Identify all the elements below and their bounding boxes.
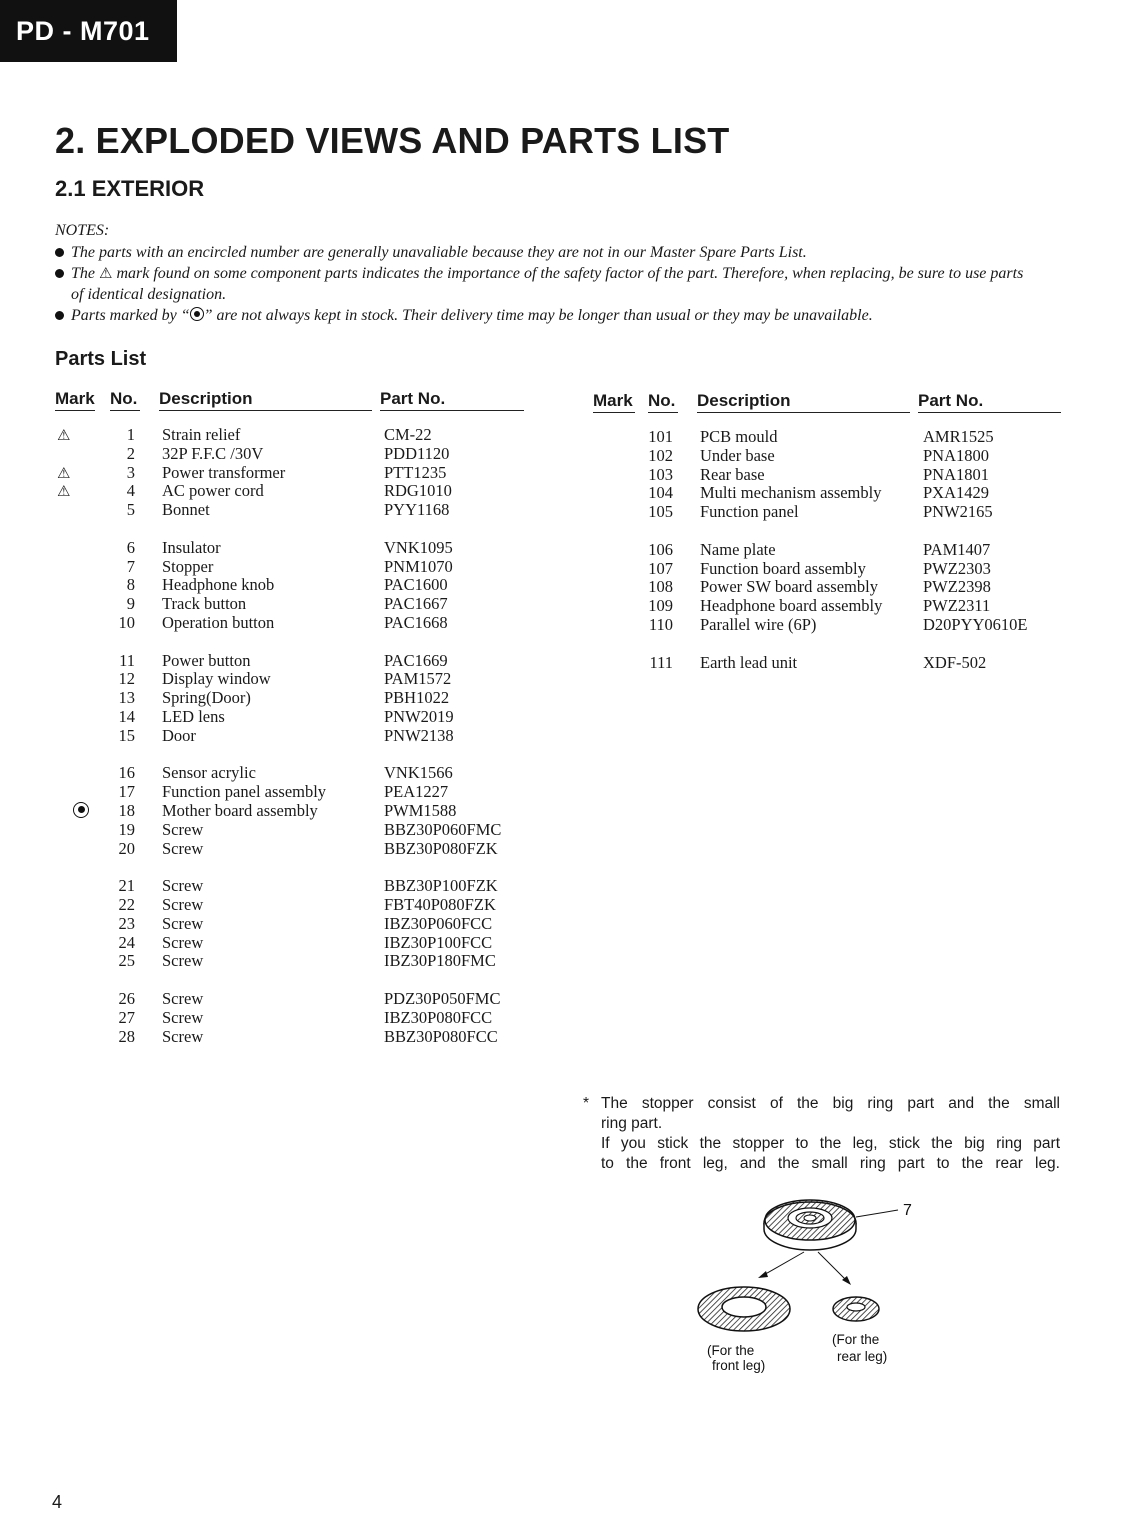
table-row [55,708,525,727]
notes [55,220,1035,326]
part-number-index: 9 [126,594,135,614]
part-description: Power transformer [162,462,286,482]
part-code: RDG1010 [384,481,452,501]
part-description: 32P F.F.C /30V [162,443,264,463]
part-code: PAC1600 [384,575,448,595]
table-row [55,614,525,633]
table-row [55,802,525,821]
part-code: PNW2138 [384,725,454,745]
page-number: 4 [52,1492,63,1512]
table-row [55,1009,525,1028]
part-code: PXA1429 [923,483,990,503]
part-number-index: 106 [648,539,673,559]
table-row [55,877,525,896]
part-description: Strain relief [162,425,241,444]
table-row [55,539,525,558]
part-number-index: 8 [126,575,135,595]
part-description: Rear base [700,464,765,484]
part-code: BBZ30P080FCC [384,1026,498,1046]
arrow-line [762,1252,804,1276]
table-row [55,821,525,840]
table-row [55,952,525,971]
part-number-index: 12 [118,669,135,689]
part-code: PAC1668 [384,612,448,632]
part-number-index: 25 [118,951,135,971]
table-row [593,541,1063,560]
part-description: LED lens [162,706,225,726]
table-header [55,389,525,413]
part-code: BBZ30P100FZK [384,876,498,896]
part-description: Under base [700,445,775,465]
part-description: Function board assembly [700,558,866,578]
part-number-index: 17 [118,782,135,802]
column-header-description: Description [159,389,372,411]
arrow-line [818,1252,848,1282]
part-code: PAC1667 [384,594,448,614]
note-item [55,242,1035,263]
table-body [593,428,1063,672]
table-row [593,484,1063,503]
part-number-index: 11 [119,650,135,670]
part-number-index: 104 [648,483,673,503]
part-number-index: 6 [126,537,135,557]
part-description: Power SW board assembly [700,577,878,597]
part-description: Screw [162,1026,204,1046]
part-number-index: 111 [649,652,673,672]
part-code: XDF-502 [923,652,987,672]
footnote-line: The stopper consist of the big ring part and the small [601,1095,1060,1112]
part-number-index: 23 [118,913,135,933]
notes-heading: NOTES: [55,222,110,239]
part-description: Screw [162,913,204,933]
column-header-no: No. [110,389,140,411]
note-text: mark found on some component parts indicates the importance of the safety factor of the part. Therefore, when replacing, be sure to use parts of identical designation. [71,265,1024,303]
group-gap [593,522,1063,541]
part-number-index: 27 [118,1007,135,1027]
parts-table-left [55,389,525,1046]
stopper-ring-icon [764,1200,856,1250]
group-gap [55,858,525,877]
part-code: CM-22 [384,425,432,444]
part-code: PAC1669 [384,650,448,670]
note-text: The parts with an encircled number are generally unavaliable because they are not in our Master Spare Parts List. [71,244,807,261]
part-description: Display window [162,669,271,689]
table-row [55,464,525,483]
table-header [593,391,1063,415]
part-code: IBZ30P180FMC [384,951,496,971]
part-number-index: 5 [126,500,135,520]
part-number-index: 22 [118,894,135,914]
column-header-mark: Mark [593,391,635,413]
table-row [55,426,525,445]
column-header-mark: Mark [55,389,95,411]
part-number-index: 7 [126,556,135,576]
part-description: Stopper [162,556,214,576]
bullet-icon [55,269,64,278]
bullet-icon [55,311,64,320]
table-row [55,482,525,501]
rear-leg-label: rear leg) [837,1349,888,1364]
part-code: PWZ2311 [923,596,991,616]
part-code: IBZ30P060FCC [384,913,493,933]
part-description: AC power cord [162,481,264,501]
table-row [55,652,525,671]
part-description: Sensor acrylic [162,763,256,783]
part-code: PDD1120 [384,443,450,463]
group-gap [55,520,525,539]
model-tag: PD - M701 [0,0,177,62]
note-item [55,305,1035,326]
part-description: Screw [162,1007,204,1027]
part-number-index: 20 [118,838,135,858]
part-code: PYY1168 [384,500,450,520]
bullet-icon [55,248,64,257]
stopper-footnote [583,1094,1060,1174]
table-row [593,578,1063,597]
encircled-dot-icon [55,802,89,821]
warning-icon: ⚠ [99,264,113,282]
part-number-index: 13 [118,688,135,708]
part-number-index: 21 [118,876,135,896]
part-number-index: 110 [648,614,673,634]
part-number-index: 105 [648,502,673,522]
part-code: IBZ30P100FCC [384,932,493,952]
part-code: PWZ2303 [923,558,991,578]
column-header-part-no: Part No. [918,391,1061,413]
table-row [55,840,525,859]
part-number-index: 10 [118,612,135,632]
column-header-no: No. [648,391,678,413]
part-number-index: 101 [648,427,673,446]
note-text: ” are not always kept in stock. Their delivery time may be longer than usual or they may be unavailable. [203,307,873,324]
front-leg-label: (For the [707,1343,755,1358]
part-code: PWZ2398 [923,577,991,597]
part-description: Function panel assembly [162,782,327,802]
part-code: PAM1572 [384,669,452,689]
note-item [55,263,1035,305]
table-row [55,558,525,577]
part-code: AMR1525 [923,427,994,446]
part-description: Headphone board assembly [700,596,883,616]
table-row [55,576,525,595]
table-row [55,501,525,520]
table-row [55,934,525,953]
asterisk: * [583,1095,590,1112]
part-code: BBZ30P080FZK [384,838,498,858]
table-row [593,616,1063,635]
note-text: Parts marked by “ [71,307,190,324]
part-number-index: 16 [118,763,135,783]
footnote-line: to the front leg, and the small ring part to the rear leg. [601,1155,1060,1172]
part-code: BBZ30P060FMC [384,819,502,839]
warning-icon: ⚠ [57,482,71,501]
encircled-dot-icon [190,307,204,321]
table-row [593,560,1063,579]
part-number-index: 26 [118,988,135,1008]
part-code: D20PYY0610E [923,614,1028,634]
part-description: Track button [162,594,247,614]
part-description: Insulator [162,537,221,557]
part-description: Mother board assembly [162,800,318,820]
part-code: FBT40P080FZK [384,894,496,914]
part-code: PNW2165 [923,502,993,522]
part-code: VNK1095 [384,537,453,557]
column-header-part-no: Part No. [380,389,524,411]
part-code: PTT1235 [384,462,447,482]
part-code: PAM1407 [923,539,991,559]
part-code: PNM1070 [384,556,453,576]
part-code: PEA1227 [384,782,449,802]
table-row [55,896,525,915]
note-text: The [71,265,95,282]
encircled-dot-icon [73,802,89,818]
part-code: PNW2019 [384,706,454,726]
parts-table-right [593,391,1063,672]
rear-leg-label: (For the [832,1332,880,1347]
part-description: Door [162,725,196,745]
table-body [55,426,525,1046]
page-title: 2. EXPLODED VIEWS AND PARTS LIST [55,120,730,161]
part-description: PCB mould [700,427,778,446]
warning-icon: ⚠ [57,463,71,482]
part-description: Multi mechanism assembly [700,483,882,503]
part-number-index: 108 [648,577,673,597]
part-code: IBZ30P080FCC [384,1007,493,1027]
part-number-index: 24 [118,932,135,952]
table-row [55,915,525,934]
part-number-index: 4 [126,481,135,501]
big-ring-icon [698,1287,790,1331]
part-description: Screw [162,932,204,952]
part-description: Headphone knob [162,575,275,595]
part-description: Screw [162,951,204,971]
table-row [55,990,525,1009]
table-row [593,466,1063,485]
parts-list-heading: Parts List [55,348,147,370]
part-number-index: 109 [648,596,673,616]
table-row [55,595,525,614]
part-number-index: 19 [118,819,135,839]
table-row [55,1028,525,1047]
footnote-line: ring part. [601,1115,663,1132]
callout-number: 7 [903,1202,912,1219]
column-header-description: Description [697,391,910,413]
group-gap [55,971,525,990]
table-row [593,597,1063,616]
part-code: PNA1801 [923,464,990,484]
table-row [55,727,525,746]
part-number-index: 107 [648,558,673,578]
part-number-index: 18 [118,800,135,820]
table-row [55,670,525,689]
part-description: Earth lead unit [700,652,798,672]
table-row [55,445,525,464]
small-ring-icon [833,1297,879,1321]
warning-icon: ⚠ [57,426,71,444]
part-number-index: 3 [126,462,135,482]
part-description: Power button [162,650,251,670]
part-code: VNK1566 [384,763,453,783]
part-code: PBH1022 [384,688,450,708]
part-number-index: 2 [126,443,135,463]
group-gap [55,746,525,765]
part-description: Operation button [162,612,275,632]
part-description: Screw [162,819,204,839]
section-subtitle: 2.1 EXTERIOR [55,176,205,201]
table-row [593,447,1063,466]
group-gap [593,635,1063,654]
part-number-index: 102 [648,445,673,465]
part-code: PNA1800 [923,445,990,465]
part-number-index: 103 [648,464,673,484]
part-number-index: 14 [118,706,135,726]
part-number-index: 1 [126,425,135,444]
part-description: Screw [162,838,204,858]
table-row [593,654,1063,673]
part-description: Screw [162,988,204,1008]
stopper-diagram [680,1185,940,1385]
part-description: Screw [162,894,204,914]
part-description: Function panel [700,502,799,522]
front-leg-label: front leg) [712,1358,766,1373]
part-description: Name plate [700,539,776,559]
table-row [593,428,1063,447]
arrow-head-icon [758,1271,768,1278]
table-row [55,689,525,708]
part-number-index: 28 [118,1026,135,1046]
table-row [593,503,1063,522]
part-code: PWM1588 [384,800,457,820]
part-description: Parallel wire (6P) [700,614,817,634]
part-code: PDZ30P050FMC [384,988,501,1008]
callout-leader [856,1210,898,1217]
part-number-index: 15 [118,725,135,745]
table-row [55,764,525,783]
part-description: Spring(Door) [162,688,251,708]
footnote-line: If you stick the stopper to the leg, stick the big ring part [601,1135,1060,1152]
table-row [55,783,525,802]
part-description: Screw [162,876,204,896]
group-gap [55,633,525,652]
part-description: Bonnet [162,500,210,520]
